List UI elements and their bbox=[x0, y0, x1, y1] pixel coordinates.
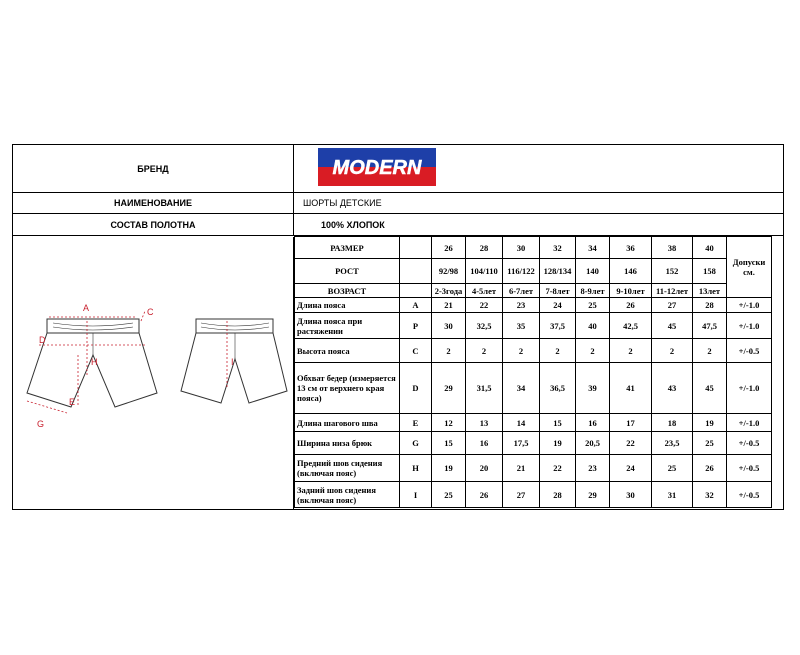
value-cell: 2 bbox=[693, 339, 727, 363]
measurement-row bbox=[295, 432, 772, 455]
measurement-row bbox=[295, 414, 772, 432]
value-cell: 30 bbox=[432, 313, 466, 339]
value-cell: 20,5 bbox=[576, 432, 610, 455]
age-label: ВОЗРАСТ bbox=[295, 284, 400, 298]
tolerance-cell: +/-1.0 bbox=[727, 414, 772, 432]
size-cell: 26 bbox=[432, 237, 466, 259]
value-cell: 32 bbox=[693, 482, 727, 508]
tolerance-cell: +/-0.5 bbox=[727, 482, 772, 508]
value-cell: 25 bbox=[693, 432, 727, 455]
value-cell: 16 bbox=[466, 432, 503, 455]
value-cell: 30 bbox=[610, 482, 652, 508]
empty-cell bbox=[400, 259, 432, 284]
measurement-lines bbox=[27, 311, 227, 413]
height-cell: 104/110 bbox=[466, 259, 503, 284]
brand-label: БРЕНД bbox=[13, 145, 294, 192]
value-cell: 31 bbox=[652, 482, 693, 508]
value-cell: 21 bbox=[503, 455, 540, 482]
label-g: G bbox=[37, 419, 45, 429]
measurement-row bbox=[295, 455, 772, 482]
age-cell: 7-8лет bbox=[540, 284, 576, 298]
value-cell: 22 bbox=[466, 298, 503, 313]
age-header-row bbox=[295, 284, 772, 298]
size-header-row bbox=[295, 237, 772, 259]
size-label: РАЗМЕР bbox=[295, 237, 400, 259]
measurement-row bbox=[295, 339, 772, 363]
size-cell: 40 bbox=[693, 237, 727, 259]
empty-cell bbox=[400, 284, 432, 298]
value-cell: 45 bbox=[652, 313, 693, 339]
value-cell: 18 bbox=[652, 414, 693, 432]
param-name: Обхват бедер (измеряется 13 см от верхнего края пояса) bbox=[295, 363, 400, 414]
height-cell: 152 bbox=[652, 259, 693, 284]
tolerance-cell: +/-1.0 bbox=[727, 298, 772, 313]
height-cell: 128/134 bbox=[540, 259, 576, 284]
value-cell: 36,5 bbox=[540, 363, 576, 414]
value-cell: 2 bbox=[652, 339, 693, 363]
size-table-body bbox=[295, 237, 772, 508]
value-cell: 19 bbox=[432, 455, 466, 482]
age-cell: 13лет bbox=[693, 284, 727, 298]
param-code: I bbox=[400, 482, 432, 508]
height-cell: 146 bbox=[610, 259, 652, 284]
value-cell: 19 bbox=[540, 432, 576, 455]
value-cell: 45 bbox=[693, 363, 727, 414]
modern-logo bbox=[318, 148, 436, 186]
param-name: Задний шов сидения (включая пояс) bbox=[295, 482, 400, 508]
param-name: Ширина низа брюк bbox=[295, 432, 400, 455]
value-cell: 24 bbox=[610, 455, 652, 482]
param-code: H bbox=[400, 455, 432, 482]
size-cell: 28 bbox=[466, 237, 503, 259]
param-code: A bbox=[400, 298, 432, 313]
height-cell: 158 bbox=[693, 259, 727, 284]
size-spec-sheet bbox=[12, 144, 784, 510]
value-cell: 26 bbox=[693, 455, 727, 482]
height-cell: 140 bbox=[576, 259, 610, 284]
label-i: I bbox=[231, 357, 234, 367]
composition-row bbox=[13, 214, 783, 236]
value-cell: 25 bbox=[652, 455, 693, 482]
value-cell: 34 bbox=[503, 363, 540, 414]
value-cell: 12 bbox=[432, 414, 466, 432]
logo-text: MODERN bbox=[332, 157, 422, 179]
value-cell: 24 bbox=[540, 298, 576, 313]
value-cell: 23 bbox=[503, 298, 540, 313]
shorts-back-view bbox=[181, 319, 287, 403]
value-cell: 41 bbox=[610, 363, 652, 414]
value-cell: 28 bbox=[540, 482, 576, 508]
tolerance-label: Допуски см. bbox=[727, 237, 772, 298]
measurement-row bbox=[295, 298, 772, 313]
height-header-row bbox=[295, 259, 772, 284]
value-cell: 25 bbox=[432, 482, 466, 508]
value-cell: 17 bbox=[610, 414, 652, 432]
age-cell: 2-3года bbox=[432, 284, 466, 298]
value-cell: 2 bbox=[503, 339, 540, 363]
age-cell: 6-7лет bbox=[503, 284, 540, 298]
measurement-labels bbox=[37, 303, 234, 429]
param-code: P bbox=[400, 313, 432, 339]
param-name: Предний шов сидения (включая пояс) bbox=[295, 455, 400, 482]
tolerance-cell: +/-0.5 bbox=[727, 432, 772, 455]
measurement-row bbox=[295, 313, 772, 339]
size-cell: 32 bbox=[540, 237, 576, 259]
label-d: D bbox=[39, 335, 46, 345]
value-cell: 25 bbox=[576, 298, 610, 313]
value-cell: 37,5 bbox=[540, 313, 576, 339]
tolerance-cell: +/-1.0 bbox=[727, 363, 772, 414]
value-cell: 2 bbox=[610, 339, 652, 363]
label-e: E bbox=[69, 397, 76, 407]
value-cell: 23,5 bbox=[652, 432, 693, 455]
tolerance-cell: +/-1.0 bbox=[727, 313, 772, 339]
value-cell: 20 bbox=[466, 455, 503, 482]
param-code: G bbox=[400, 432, 432, 455]
value-cell: 43 bbox=[652, 363, 693, 414]
age-cell: 4-5лет bbox=[466, 284, 503, 298]
tolerance-cell: +/-0.5 bbox=[727, 455, 772, 482]
param-code: C bbox=[400, 339, 432, 363]
value-cell: 26 bbox=[466, 482, 503, 508]
label-h: H bbox=[91, 357, 98, 367]
size-cell: 30 bbox=[503, 237, 540, 259]
value-cell: 2 bbox=[432, 339, 466, 363]
label-c: C bbox=[147, 307, 154, 317]
value-cell: 32,5 bbox=[466, 313, 503, 339]
name-row bbox=[13, 193, 783, 214]
value-cell: 15 bbox=[540, 414, 576, 432]
value-cell: 29 bbox=[576, 482, 610, 508]
value-cell: 47,5 bbox=[693, 313, 727, 339]
name-value: ШОРТЫ ДЕТСКИЕ bbox=[303, 198, 382, 208]
value-cell: 28 bbox=[693, 298, 727, 313]
value-cell: 23 bbox=[576, 455, 610, 482]
label-a: A bbox=[83, 303, 90, 313]
param-name: Высота пояса bbox=[295, 339, 400, 363]
measurement-row bbox=[295, 482, 772, 508]
value-cell: 22 bbox=[610, 432, 652, 455]
tolerance-cell: +/-0.5 bbox=[727, 339, 772, 363]
param-code: D bbox=[400, 363, 432, 414]
param-name: Длина пояса при растяжении bbox=[295, 313, 400, 339]
value-cell: 27 bbox=[652, 298, 693, 313]
brand-row bbox=[13, 145, 783, 193]
size-table bbox=[294, 236, 772, 508]
value-cell: 27 bbox=[503, 482, 540, 508]
measurement-row bbox=[295, 363, 772, 414]
composition-value: 100% ХЛОПОК bbox=[321, 219, 385, 230]
composition-label: СОСТАВ ПОЛОТНА bbox=[13, 214, 294, 235]
age-cell: 11-12лет bbox=[652, 284, 693, 298]
value-cell: 39 bbox=[576, 363, 610, 414]
shorts-diagram bbox=[13, 237, 293, 509]
value-cell: 42,5 bbox=[610, 313, 652, 339]
value-cell: 19 bbox=[693, 414, 727, 432]
shorts-diagram-area bbox=[13, 237, 294, 509]
size-cell: 36 bbox=[610, 237, 652, 259]
height-cell: 92/98 bbox=[432, 259, 466, 284]
param-name: Длина пояса bbox=[295, 298, 400, 313]
value-cell: 35 bbox=[503, 313, 540, 339]
value-cell: 16 bbox=[576, 414, 610, 432]
value-cell: 15 bbox=[432, 432, 466, 455]
value-cell: 21 bbox=[432, 298, 466, 313]
value-cell: 2 bbox=[576, 339, 610, 363]
value-cell: 22 bbox=[540, 455, 576, 482]
value-cell: 40 bbox=[576, 313, 610, 339]
param-name: Длина шагового шва bbox=[295, 414, 400, 432]
value-cell: 31,5 bbox=[466, 363, 503, 414]
value-cell: 14 bbox=[503, 414, 540, 432]
empty-cell bbox=[400, 237, 432, 259]
age-cell: 8-9лет bbox=[576, 284, 610, 298]
size-cell: 34 bbox=[576, 237, 610, 259]
height-label: РОСТ bbox=[295, 259, 400, 284]
value-cell: 13 bbox=[466, 414, 503, 432]
value-cell: 2 bbox=[466, 339, 503, 363]
value-cell: 2 bbox=[540, 339, 576, 363]
size-cell: 38 bbox=[652, 237, 693, 259]
value-cell: 26 bbox=[610, 298, 652, 313]
height-cell: 116/122 bbox=[503, 259, 540, 284]
param-code: E bbox=[400, 414, 432, 432]
name-label: НАИМЕНОВАНИЕ bbox=[13, 193, 294, 213]
age-cell: 9-10лет bbox=[610, 284, 652, 298]
value-cell: 17,5 bbox=[503, 432, 540, 455]
value-cell: 29 bbox=[432, 363, 466, 414]
